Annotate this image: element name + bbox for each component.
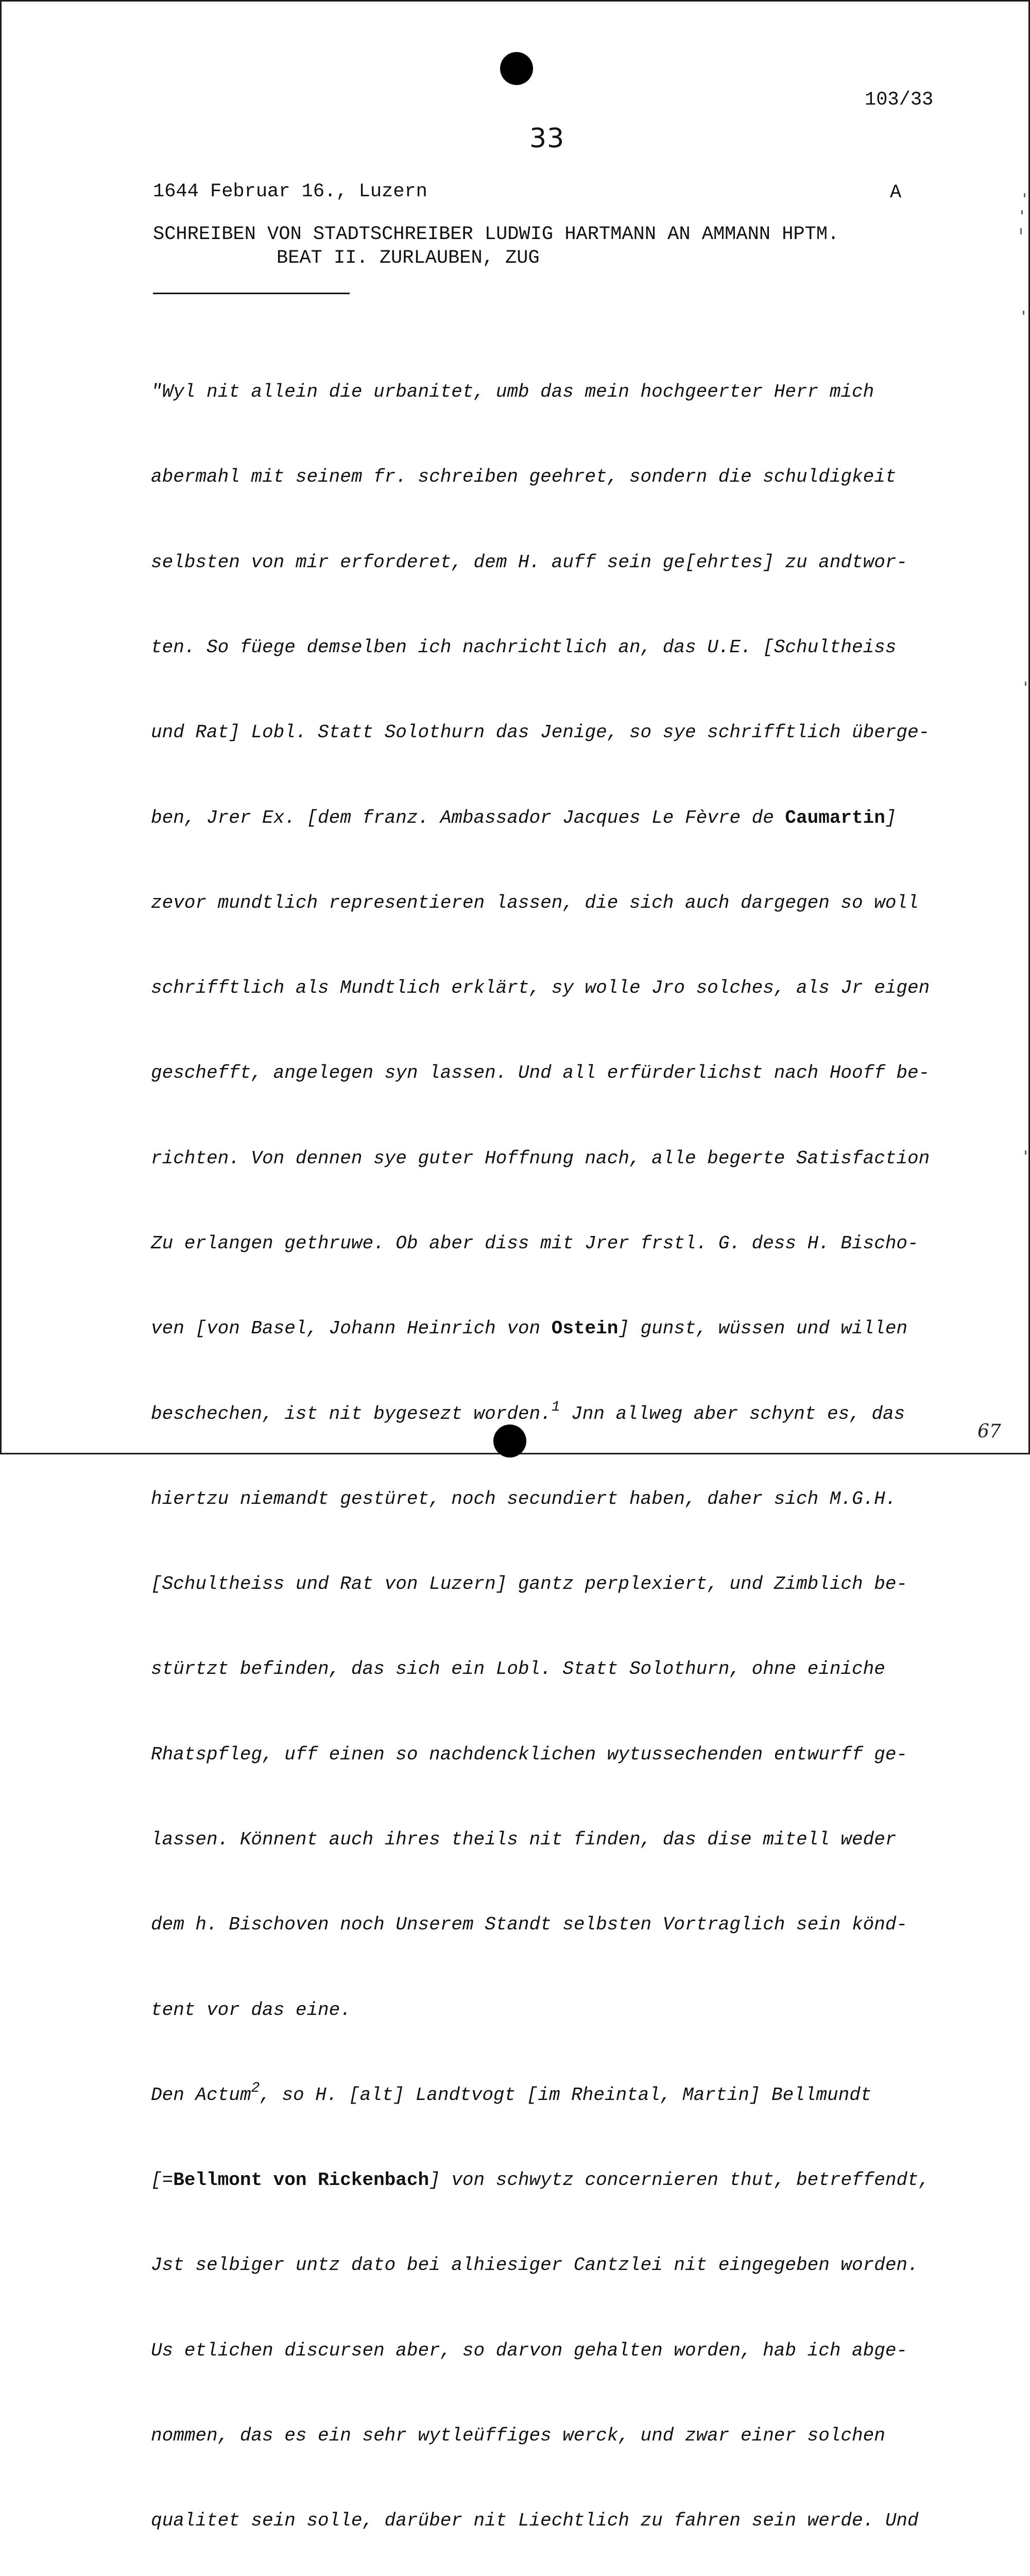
bold-name: Ostein <box>551 1318 619 1340</box>
bold-name: Caumartin <box>785 807 885 828</box>
handwritten-folio-number: 67 <box>977 1421 1001 1442</box>
body-line: hiertzu niemandt gestüret, noch secundiert haben, daher sich M.G.H. <box>151 1488 897 1510</box>
body-line: und Rat] Lobl. Statt Solothurn das Jenige, so sye schrifftlich überge- <box>151 722 930 743</box>
scan-speck <box>1023 311 1024 315</box>
title-line-2: BEAT II. ZURLAUBEN, ZUG <box>277 247 540 269</box>
section-letter: A <box>890 182 902 204</box>
document-number: 103/33 <box>865 89 934 111</box>
body-line: nommen, das es ein sehr wytleüffiges werck, und zwar einer solchen <box>151 2425 885 2446</box>
body-line: richten. Von dennen sye guter Hoffnung nach, alle begerte Satisfaction <box>151 1147 930 1169</box>
body-line: zevor mundtlich representieren lassen, die sich auch dargegen so woll <box>151 892 919 913</box>
body-line: [=Bellmont von Rickenbach] von schwytz concernieren thut, betreffendt, <box>151 2170 930 2191</box>
body-line: Zu erlangen gethruwe. Ob aber diss mit Jrer frstl. G. dess H. Bischo- <box>151 1233 919 1254</box>
footnote-marker-1: 1 <box>551 1399 560 1415</box>
scan-speck <box>1021 210 1023 214</box>
body-line: Den Actum$^2$, so H. [alt] Landtvogt [im Rheintal, Martin] Bellmundt <box>151 2080 872 2106</box>
body-line: beschechen, ist nit bygesezt worden.$^1$ Jnn allweg aber schynt es, das <box>151 1399 905 1425</box>
page-number: 33 <box>529 123 565 154</box>
body-line: lassen. Könnent auch ihres theils nit finden, das dise mitell weder <box>151 1828 897 1850</box>
body-line: [Schultheiss und Rat von Luzern] gantz perplexiert, und Zimblich be- <box>151 1573 908 1595</box>
body-line: dem h. Bischoven noch Unserem Standt selbsten Vortraglich sein könd- <box>151 1914 908 1936</box>
scan-speck <box>1020 228 1022 234</box>
body-line: "Wyl nit allein die urbanitet, umb das mein hochgeerter Herr mich <box>151 381 874 403</box>
body-line: stürtzt befinden, das sich ein Lobl. Statt Solothurn, ohne einiche <box>151 1658 885 1680</box>
body-line: schrifftlich als Mundtlich erklärt, sy wolle Jro solches, als Jr eigen <box>151 977 930 999</box>
body-line: qualitet sein solle, darüber nit Liechtlich zu fahren sein werde. Und <box>151 2510 919 2532</box>
body-line: ben, Jrer Ex. [dem franz. Ambassador Jacques Le Fèvre de Caumartin] <box>151 807 897 828</box>
body-line: ven [von Basel, Johann Heinrich von Ostein] gunst, wüssen und willen <box>151 1318 908 1340</box>
scan-speck <box>1025 682 1026 686</box>
scan-speck <box>1025 1150 1026 1155</box>
body-line: tent vor das eine. <box>151 1999 351 2021</box>
title-divider <box>153 293 350 294</box>
body-line: Us etlichen discursen aber, so darvon gehalten worden, hab ich abge- <box>151 2340 908 2361</box>
footnote-marker-2: 2 <box>251 2080 260 2096</box>
body-line: Jst selbiger untz dato bei alhiesiger Cantzlei nit eingegeben worden. <box>151 2255 919 2276</box>
punch-hole-top <box>500 52 533 85</box>
bold-name: Bellmont von Rickenbach <box>173 2170 430 2191</box>
body-line: selbsten von mir erforderet, dem H. auff sein ge[ehrtes] zu andtwor- <box>151 551 908 573</box>
date-place-line: 1644 Februar 16., Luzern <box>153 181 427 202</box>
body-line: geschefft, angelegen syn lassen. Und all erfürderlichst nach Hooff be- <box>151 1062 930 1084</box>
scan-speck <box>1024 193 1025 197</box>
letter-body <box>151 321 947 2576</box>
body-line: abermahl mit seinem fr. schreiben geehret, sondern die schuldigkeit <box>151 466 897 488</box>
body-line: ten. So füege demselben ich nachrichtlich an, das U.E. [Schultheiss <box>151 637 897 658</box>
document-title <box>153 223 839 270</box>
title-line-1: SCHREIBEN VON STADTSCHREIBER LUDWIG HARTMANN AN AMMANN HPTM. <box>153 224 839 245</box>
body-line: Rhatspfleg, uff einen so nachdencklichen wytussechenden entwurff ge- <box>151 1743 908 1765</box>
